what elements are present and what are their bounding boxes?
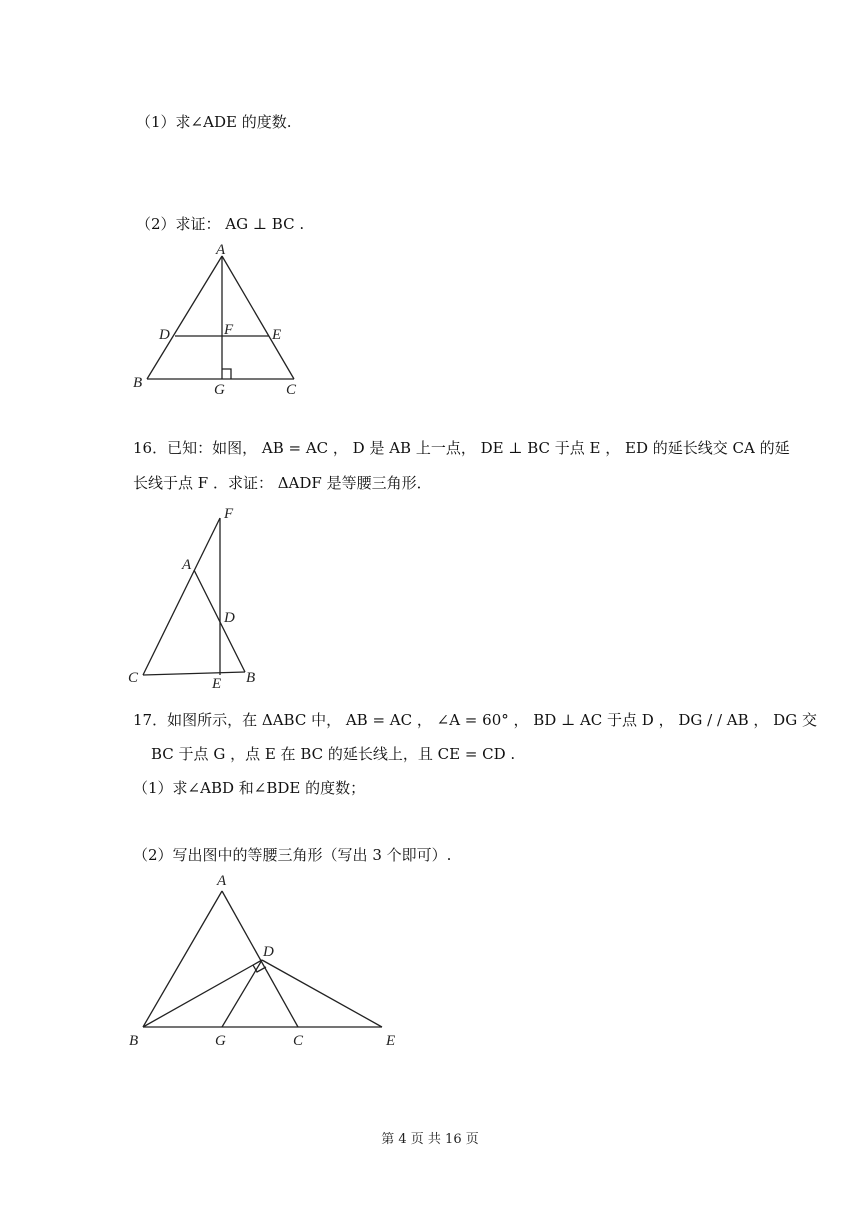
q16-label-b: B xyxy=(246,670,256,686)
q16-label-a: A xyxy=(182,557,192,573)
q15-label-d: D xyxy=(159,327,170,343)
q16-line1: 16．已知：如图， AB = AC ， D 是 AB 上一点， DE ⊥ BC 于点 E ， ED 的延长线交 CA 的延 xyxy=(133,439,790,457)
q15-label-g: G xyxy=(214,382,225,398)
q17-label-c: C xyxy=(293,1033,304,1049)
q17-label-g: G xyxy=(215,1033,226,1049)
q15-label-c: C xyxy=(286,382,297,398)
q16-label-c: C xyxy=(128,670,139,686)
q15-part1: （1）求∠ADE 的度数. xyxy=(136,113,292,131)
q17-label-d: D xyxy=(263,944,274,960)
q17-line1: 17．如图所示，在 ΔABC 中， AB = AC ， ∠A = 60° ， BD ⊥ AC 于点 D ， DG / / AB ， DG 交 xyxy=(133,711,817,729)
q15-label-b: B xyxy=(133,375,143,391)
q16-line2: 长线于点 F ．求证： ΔADF 是等腰三角形． xyxy=(133,474,432,492)
q17-label-a: A xyxy=(217,873,227,889)
q15-label-e: E xyxy=(272,327,282,343)
q17-label-b: B xyxy=(129,1033,139,1049)
q15-label-f: F xyxy=(224,322,234,338)
q17-line2: BC 于点 G ，点 E 在 BC 的延长线上，且 CE = CD . xyxy=(151,745,516,763)
q15-label-a: A xyxy=(216,242,226,258)
q16-label-d: D xyxy=(224,610,235,626)
q16-label-f: F xyxy=(224,506,234,522)
q17-part2: （2）写出图中的等腰三角形（写出 3 个即可）. xyxy=(133,846,452,864)
q17-part1: （1）求∠ABD 和∠BDE 的度数； xyxy=(133,779,366,797)
page-footer: 第 4 页 共 16 页 xyxy=(381,1132,479,1147)
q15-part2: （2）求证： AG ⊥ BC . xyxy=(136,215,305,233)
q17-label-e: E xyxy=(386,1033,396,1049)
q16-label-e: E xyxy=(212,676,222,692)
